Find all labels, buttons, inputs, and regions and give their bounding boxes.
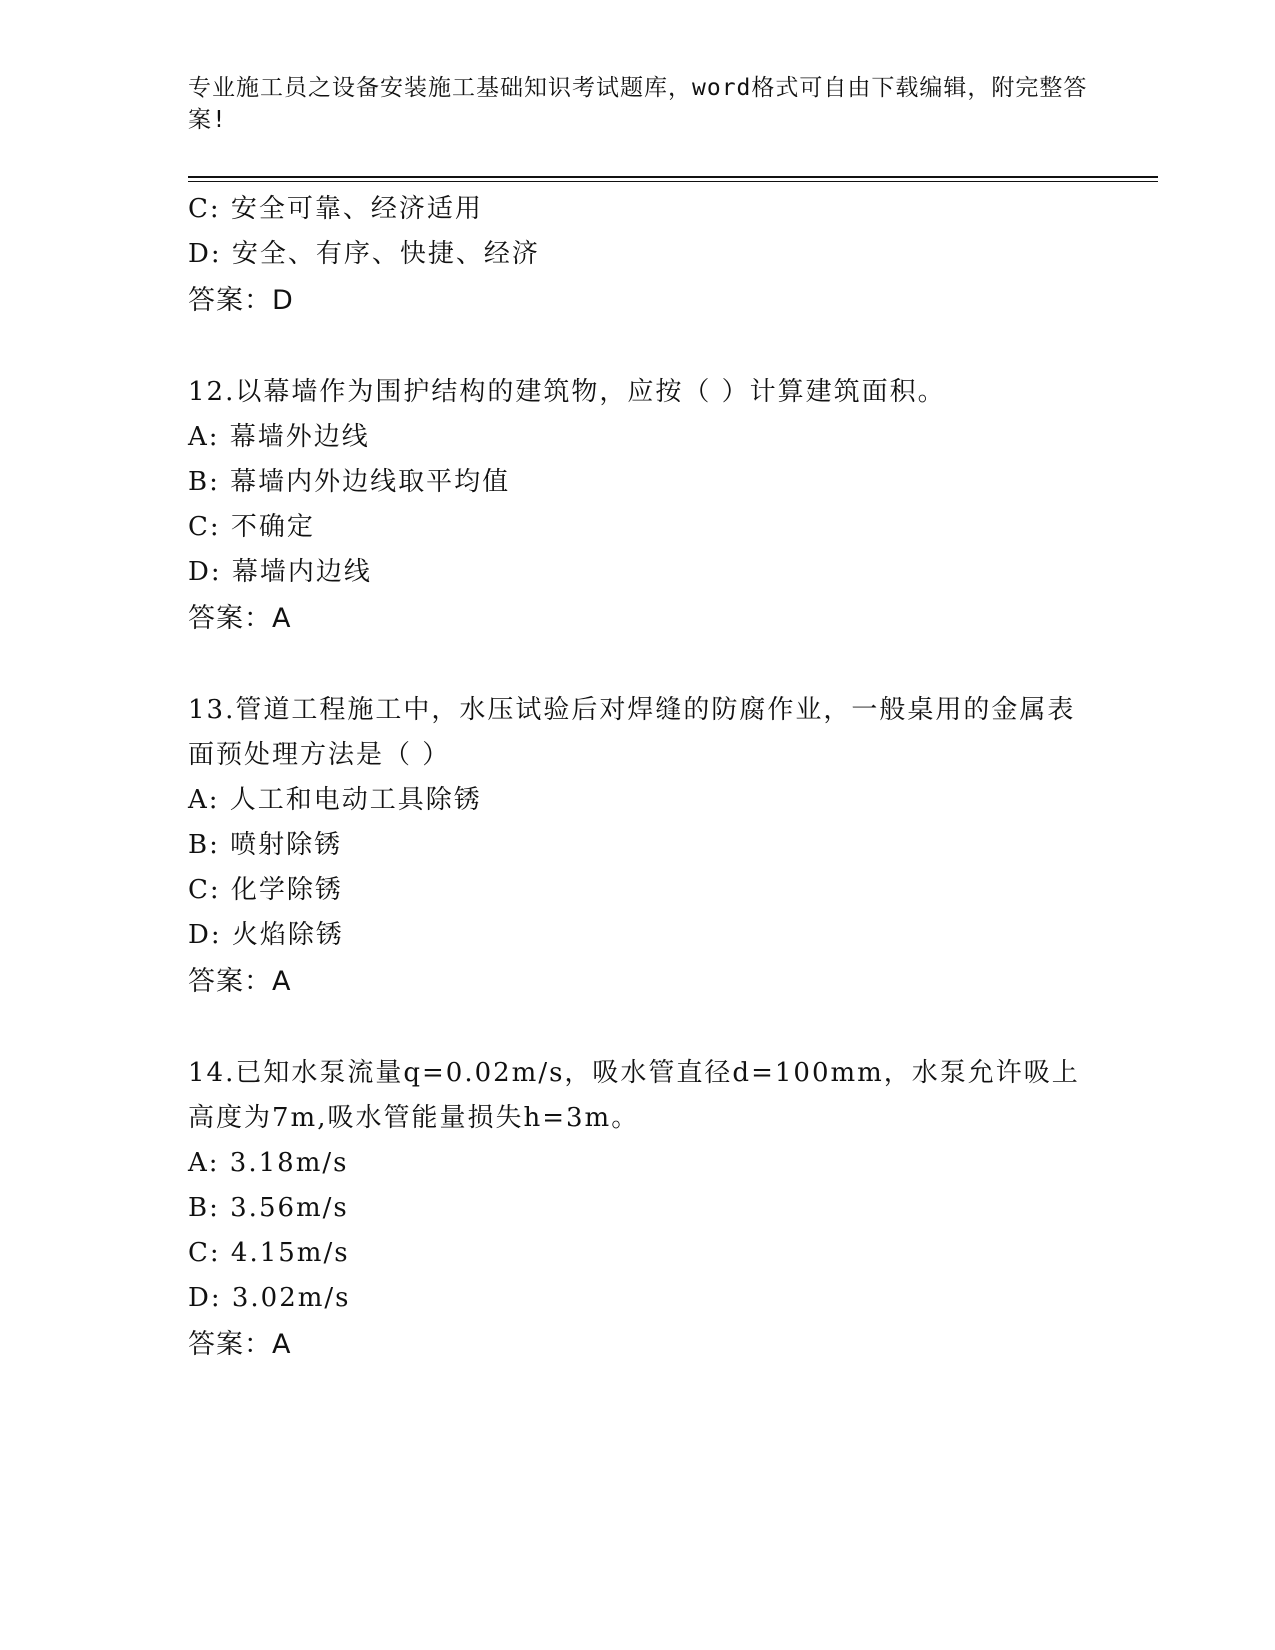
option-a: A: 幕墙外边线 bbox=[188, 422, 370, 452]
answer-line: 答案：D bbox=[188, 285, 294, 316]
question-text: 13.管道工程施工中，水压试验后对焊缝的防腐作业，一般桌用的金属表面预处理方法是（ ） bbox=[188, 695, 1076, 770]
header-divider bbox=[188, 176, 1158, 178]
option-c: C: 化学除锈 bbox=[188, 875, 343, 905]
option-d: D: 火焰除锈 bbox=[188, 920, 344, 950]
option-c: C: 不确定 bbox=[188, 512, 315, 542]
document-header: 专业施工员之设备安装施工基础知识考试题库，word格式可自由下载编辑，附完整答案! bbox=[188, 75, 1088, 133]
answer-line: 答案：A bbox=[188, 1329, 292, 1360]
option-d: D: 3.02m/s bbox=[188, 1283, 351, 1313]
question-block-continued bbox=[188, 187, 1088, 324]
question-content bbox=[188, 187, 1088, 1368]
option-d: D: 安全、有序、快捷、经济 bbox=[188, 239, 540, 269]
question-text: 12.以幕墙作为围护结构的建筑物，应按（ ）计算建筑面积。 bbox=[188, 377, 946, 407]
option-c: C: 4.15m/s bbox=[188, 1238, 350, 1268]
question-block-13 bbox=[188, 688, 1088, 1005]
header-divider-thin bbox=[188, 181, 1158, 182]
option-a: A: 3.18m/s bbox=[188, 1148, 349, 1178]
option-c: C: 安全可靠、经济适用 bbox=[188, 194, 483, 224]
option-b: B: 幕墙内外边线取平均值 bbox=[188, 467, 511, 497]
option-a: A: 人工和电动工具除锈 bbox=[188, 785, 482, 815]
question-block-12 bbox=[188, 370, 1088, 642]
answer-line: 答案：A bbox=[188, 603, 292, 634]
question-text: 14.已知水泵流量q=0.02m/s，吸水管直径d=100mm，水泵允许吸上高度为7m,吸水管能量损失h=3m。 bbox=[188, 1058, 1080, 1133]
question-block-14 bbox=[188, 1051, 1088, 1368]
option-b: B: 3.56m/s bbox=[188, 1193, 349, 1223]
option-b: B: 喷射除锈 bbox=[188, 830, 343, 860]
answer-line: 答案：A bbox=[188, 966, 292, 997]
option-d: D: 幕墙内边线 bbox=[188, 557, 372, 587]
